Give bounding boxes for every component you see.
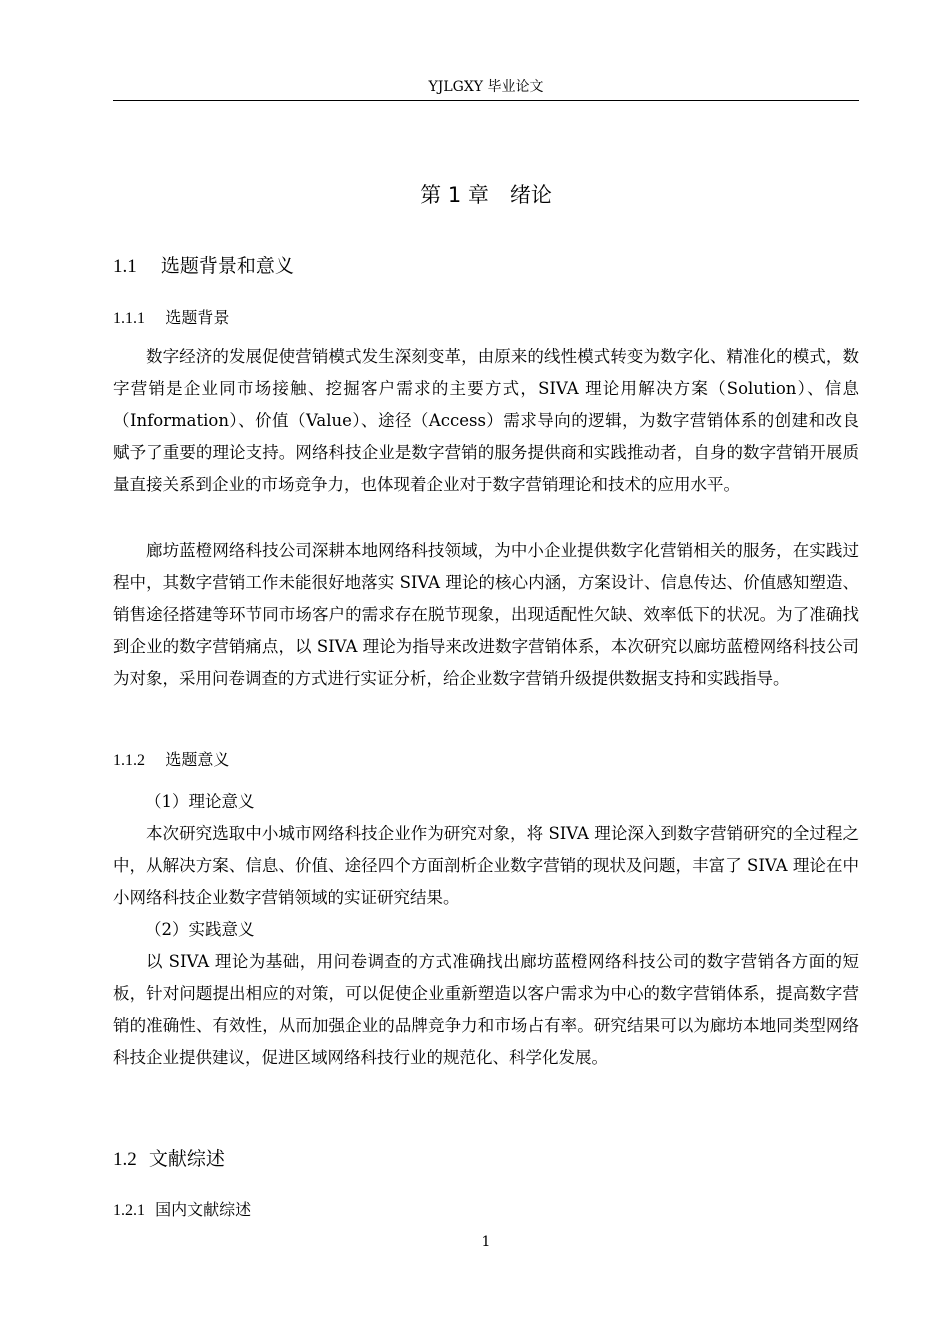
subsection-heading-1-1-2	[113, 749, 229, 772]
subsection-title: 选题意义	[165, 750, 230, 769]
running-header: YJLGXY 毕业论文	[428, 79, 544, 95]
subsection-number: 1.1.1	[113, 310, 145, 327]
section-title: 文献综述	[148, 1148, 225, 1170]
background-paragraph-1: 数字经济的发展促使营销模式发生深刻变革，由原来的线性模式转变为数字化、精准化的模式，数字营销是企业同市场接触、挖掘客户需求的主要方式，SIVA 理论用解决方案（Solution）、信息（Information）、价值（Value）、途径（Access）需求导向的逻辑，为数字营销体系的创建和改良赋予了重要的理论支持。网络科技企业是数字营销的服务提供商和实践推动者，自身的数字营销开展质量直接关系到企业的市场竞争力，也体现着企业对于数字营销理论和技术的应用水平。	[113, 347, 859, 494]
section-number: 1.2	[113, 1149, 137, 1170]
subsection-number: 1.2.1	[113, 1202, 145, 1219]
theory-significance-paragraph: 本次研究选取中小城市网络科技企业作为研究对象，将 SIVA 理论深入到数字营销研究的全过程之中，从解决方案、信息、价值、途径四个方面剖析企业数字营销的现状及问题，丰富了 SIVA 理论在中小网络科技企业数字营销领域的实证研究结果。	[113, 824, 859, 907]
background-paragraph-2: 廊坊蓝橙网络科技公司深耕本地网络科技领域，为中小企业提供数字化营销相关的服务，在实践过程中，其数字营销工作未能很好地落实 SIVA 理论的核心内涵，方案设计、信息传达、价值感知塑造、销售途径搭建等环节同市场客户的需求存在脱节现象，出现适配性欠缺、效率低下的状况。为了准确找到企业的数字营销痛点，以 SIVA 理论为指导来改进数字营销体系，本次研究以廊坊蓝橙网络科技公司为对象，采用问卷调查的方式进行实证分析，给企业数字营销升级提供数据支持和实践指导。	[113, 541, 859, 688]
subsection-title: 选题背景	[165, 308, 230, 327]
section-heading-1-1	[113, 253, 294, 280]
subsection-title: 国内文献综述	[155, 1200, 252, 1219]
page-number: 1	[481, 1234, 491, 1250]
theory-significance-label: （1）理论意义	[145, 792, 255, 811]
subsection-heading-1-2-1	[113, 1199, 251, 1222]
chapter-title: 第 1 章 绪论	[420, 183, 552, 207]
header-rule	[113, 100, 859, 101]
subsection-heading-1-1-1	[113, 307, 229, 330]
section-heading-1-2	[113, 1146, 225, 1173]
subsection-number: 1.1.2	[113, 752, 145, 769]
practice-significance-paragraph: 以 SIVA 理论为基础，用问卷调查的方式准确找出廊坊蓝橙网络科技公司的数字营销各方面的短板，针对问题提出相应的对策，可以促使企业重新塑造以客户需求为中心的数字营销体系，提高数字营销的准确性、有效性，从而加强企业的品牌竞争力和市场占有率。研究结果可以为廊坊本地同类型网络科技企业提供建议，促进区域网络科技行业的规范化、科学化发展。	[113, 952, 859, 1067]
practice-significance-label: （2）实践意义	[145, 920, 255, 939]
section-number: 1.1	[113, 256, 137, 277]
section-title: 选题背景和意义	[160, 255, 294, 277]
